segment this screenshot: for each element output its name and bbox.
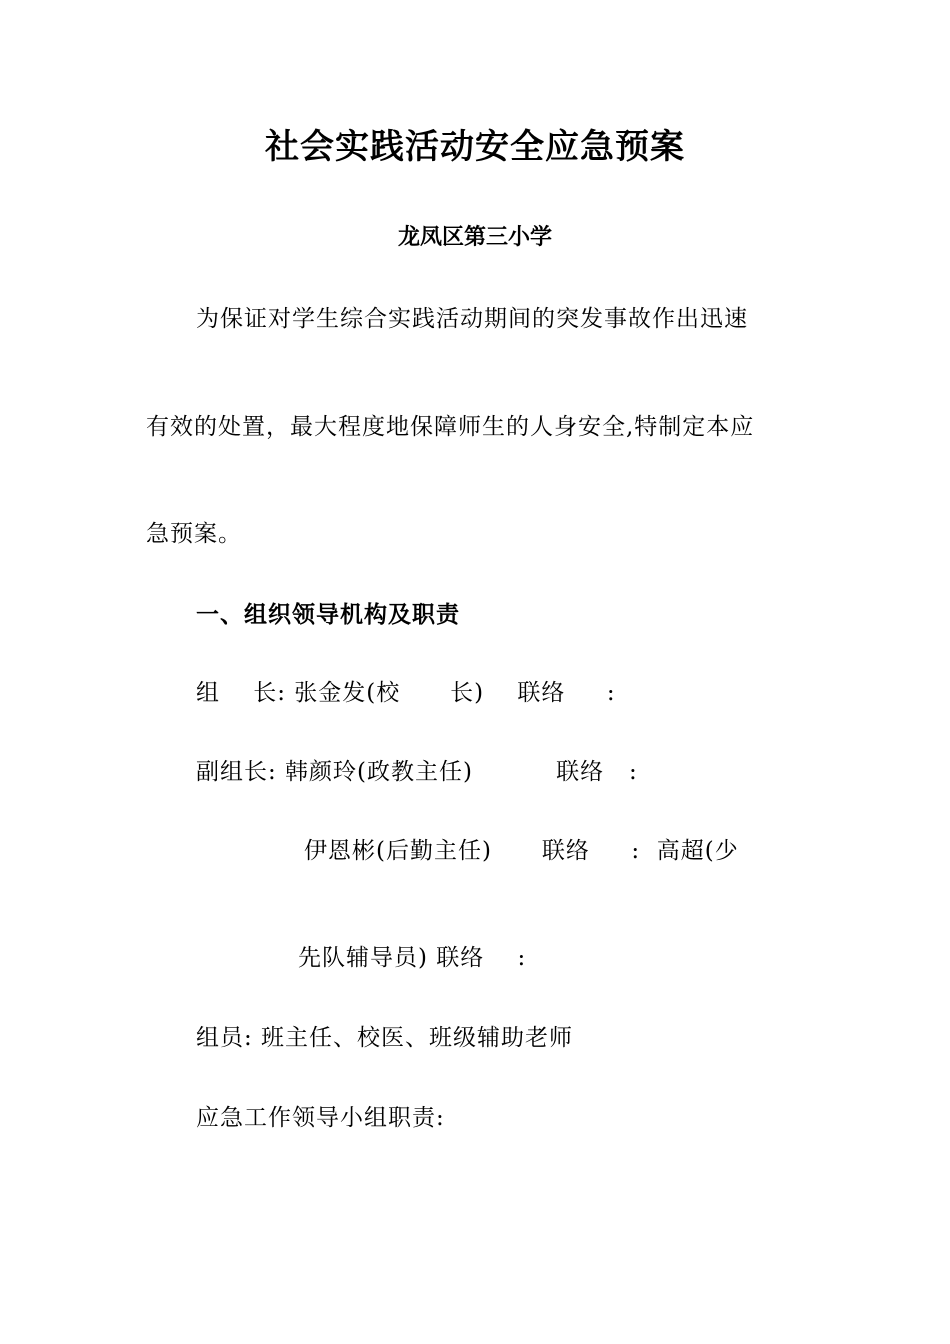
intro-line-3: 急预案。 (146, 521, 242, 547)
leader-line: 组 长: 张金发(校 长) 联络 : (196, 680, 616, 706)
intro-line-2: 有效的处置，最大程度地保障师生的人身安全,特制定本应 (146, 414, 755, 440)
deputy-leader-line-2: 伊恩彬(后勤主任) 联络 : 高超(少 (304, 838, 739, 864)
deputy-leader-line: 副组长: 韩颜玲(政教主任) 联络 : (196, 759, 638, 785)
section-heading-organization: 一、组织领导机构及职责 (196, 601, 460, 628)
intro-line-1: 为保证对学生综合实践活动期间的突发事故作出迅速 (196, 306, 748, 332)
duties-heading: 应急工作领导小组职责: (196, 1105, 445, 1131)
document-title: 社会实践活动安全应急预案 (265, 127, 685, 167)
school-name: 龙凤区第三小学 (397, 224, 552, 250)
deputy-leader-line-3: 先队辅导员) 联络 : (298, 945, 527, 971)
members-line: 组员: 班主任、校医、班级辅助老师 (196, 1025, 574, 1051)
